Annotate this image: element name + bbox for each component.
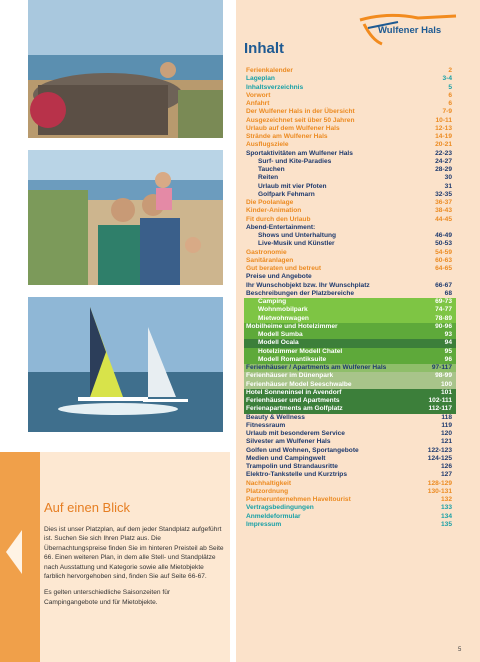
toc-entry-page: 74-77 — [435, 306, 452, 314]
toc-entry[interactable] — [244, 315, 456, 323]
toc-entry[interactable] — [244, 372, 456, 380]
photo-column — [0, 0, 230, 662]
info-box-title: Auf einen Blick — [44, 500, 130, 515]
toc-entry[interactable] — [244, 232, 456, 240]
toc-entry-page: 120 — [440, 430, 452, 437]
photo-beach-lounge — [28, 0, 223, 138]
toc-entry-page: 66-67 — [435, 281, 452, 289]
toc-entry-label: Fit durch den Urlaub — [246, 215, 311, 223]
toc-entry-page: 127 — [440, 471, 452, 479]
toc-entry-page: 100 — [440, 380, 452, 388]
toc-entry-label: Fitnessraum — [246, 421, 286, 429]
table-of-contents — [244, 67, 456, 529]
toc-entry-page: 6 — [448, 91, 452, 99]
toc-entry-page: 69-73 — [435, 298, 452, 305]
toc-entry-page: 93 — [444, 331, 452, 338]
toc-entry[interactable] — [244, 158, 456, 166]
toc-entry-page: 133 — [440, 504, 452, 512]
toc-entry[interactable] — [244, 447, 456, 455]
toc-entry[interactable] — [244, 125, 456, 133]
toc-entry-label: Vertragsbedingungen — [246, 504, 314, 512]
toc-entry[interactable] — [244, 92, 456, 100]
toc-entry-label: Abend-Entertainment: — [246, 223, 316, 231]
toc-entry-label: Nachhaltigkeit — [246, 479, 292, 487]
toc-entry[interactable] — [244, 199, 456, 207]
toc-entry[interactable] — [244, 471, 456, 479]
toc-entry-label: Partnerunternehmen Haveltourist — [246, 496, 351, 503]
toc-entry[interactable] — [244, 504, 456, 512]
toc-entry-page: 124-125 — [427, 454, 452, 462]
photo-windsurf — [28, 297, 223, 432]
info-paragraph-1: Dies ist unser Platzplan, auf dem jeder Standplatz aufgeführt ist. Suchen Sie sich Ihren Platz aus. Die Übernachtungspreise finden Sie im hinteren Preisteil ab Seite 66. Einen weiteren Plan, in dem alle Stell- und Standplätze nach Ausstattung und Kategorie sowie alle Mietobjekte farblich hervorgehoben sind, finden Sie auf Seite 66-67. — [44, 526, 224, 581]
toc-entry-page: 50-53 — [435, 240, 452, 248]
toc-entry[interactable] — [244, 141, 456, 149]
toc-entry-page: 20-21 — [435, 141, 452, 149]
toc-entry-label: Sanitäranlagen — [246, 256, 294, 264]
toc-entry-label: Ferienkalender — [246, 67, 293, 74]
toc-entry-page: 119 — [441, 421, 452, 429]
toc-entry-label: Mietwohnwagen — [258, 314, 309, 322]
toc-entry[interactable] — [244, 75, 456, 83]
toc-entry-label: Urlaub mit besonderem Service — [246, 430, 345, 437]
toc-entry[interactable] — [244, 521, 456, 529]
toc-entry-label: Ausgezeichnet seit über 50 Jahren — [246, 116, 355, 124]
toc-entry-label: Medien und Campingwelt — [246, 454, 326, 462]
toc-entry-label: Golfen und Wohnen, Sportangebote — [246, 446, 359, 454]
page-title: Inhalt — [244, 40, 284, 57]
toc-entry[interactable] — [244, 240, 456, 248]
toc-entry-label: Impressum — [246, 520, 282, 528]
toc-entry[interactable] — [244, 67, 456, 75]
toc-entry-page: 122-123 — [427, 446, 452, 454]
toc-entry[interactable] — [244, 265, 456, 273]
toc-entry-page: 64-65 — [435, 265, 452, 272]
toc-entry[interactable] — [244, 216, 456, 224]
toc-entry[interactable] — [244, 306, 456, 314]
toc-entry-label: Camping — [258, 298, 287, 305]
toc-entry-page: 36-37 — [435, 199, 452, 206]
toc-entry-page: 44-45 — [435, 215, 452, 223]
toc-entry-label: Modell Romantiksuite — [258, 355, 327, 363]
toc-entry-label: Preise und Angebote — [246, 273, 312, 281]
toc-entry[interactable] — [244, 183, 456, 191]
toc-entry[interactable] — [244, 282, 456, 290]
toc-entry-label: Ferienhäuser im Dünenpark — [246, 372, 334, 380]
toc-entry-page: 6 — [448, 100, 452, 107]
toc-entry-label: Ferienapartments am Golfplatz — [246, 405, 343, 413]
toc-entry[interactable] — [244, 174, 456, 182]
toc-entry-page: 96 — [444, 355, 452, 363]
toc-entry-label: Anmeldeformular — [246, 512, 301, 520]
toc-entry-label: Urlaub mit vier Pfoten — [258, 182, 327, 190]
toc-entry[interactable] — [244, 496, 456, 504]
toc-entry[interactable] — [244, 133, 456, 141]
toc-entry-page: 128-129 — [427, 479, 452, 487]
toc-entry-label: Silvester am Wulfener Hals — [246, 438, 331, 446]
toc-entry-label: Strände am Wulfener Hals — [246, 133, 328, 140]
toc-entry-page: 134 — [440, 512, 452, 520]
toc-entry[interactable] — [244, 298, 456, 306]
toc-entry-page: 102-111 — [428, 397, 452, 404]
toc-entry-label: Ihr Wunschobjekt bzw. Ihr Wunschplatz — [246, 281, 370, 289]
toc-entry-label: Lageplan — [246, 75, 275, 83]
toc-entry-label: Golfpark Fehmarn — [258, 190, 315, 198]
info-paragraph-2: Es gelten unterschiedliche Saisonzeiten für Campingangebote und für Mietobjekte. — [44, 589, 171, 606]
toc-entry-page: 112-117 — [428, 405, 452, 413]
toc-entry[interactable] — [244, 513, 456, 521]
toc-entry[interactable] — [244, 430, 456, 438]
toc-entry-label: Urlaub auf dem Wulfener Hals — [246, 124, 340, 132]
toc-entry-label: Der Wulfener Hals in der Übersicht — [246, 108, 355, 116]
toc-entry-page: 132 — [440, 496, 452, 503]
toc-entry[interactable] — [244, 249, 456, 257]
toc-entry[interactable] — [244, 364, 456, 372]
toc-entry-page: 32-35 — [435, 190, 452, 198]
toc-entry[interactable] — [244, 191, 456, 199]
toc-entry-label: Elektro-Tankstelle und Kurztrips — [246, 471, 347, 479]
toc-entry[interactable] — [244, 389, 456, 397]
toc-entry-page: 101 — [440, 388, 452, 396]
toc-entry-page: 22-23 — [435, 149, 452, 157]
toc-entry[interactable] — [244, 108, 456, 116]
toc-entry[interactable] — [244, 331, 456, 339]
toc-entry-page: 46-49 — [435, 232, 452, 239]
toc-entry-label: Vorwort — [246, 91, 271, 99]
toc-entry-page: 121 — [440, 438, 452, 446]
toc-entry-page: 130-131 — [427, 487, 452, 495]
toc-entry[interactable] — [244, 224, 456, 232]
page-number: 5 — [458, 647, 462, 653]
toc-entry[interactable] — [244, 339, 456, 347]
toc-entry-page: 68 — [444, 289, 452, 297]
toc-entry-label: Inhaltsverzeichnis — [246, 83, 304, 91]
toc-entry-label: Tauchen — [258, 166, 285, 173]
toc-entry-label: Beschreibungen der Platzbereiche — [246, 289, 355, 297]
toc-entry-page: 97-117 — [431, 364, 452, 371]
toc-entry-label: Ausflugsziele — [246, 141, 289, 149]
toc-entry[interactable] — [244, 422, 456, 430]
toc-entry-page: 95 — [444, 347, 452, 355]
toc-entry-page: 10-11 — [435, 116, 452, 124]
toc-entry-page: 126 — [440, 463, 452, 470]
toc-entry-label: Beauty & Wellness — [246, 413, 305, 421]
toc-entry-label: Trampolin und Strandausritte — [246, 463, 338, 470]
toc-entry[interactable] — [244, 455, 456, 463]
toc-entry[interactable] — [244, 84, 456, 92]
toc-entry[interactable] — [244, 438, 456, 446]
toc-entry-page: 14-19 — [435, 133, 452, 140]
toc-entry[interactable] — [244, 290, 456, 298]
toc-entry[interactable] — [244, 414, 456, 422]
toc-entry[interactable] — [244, 463, 456, 471]
toc-entry[interactable] — [244, 480, 456, 488]
toc-entry-label: Anfahrt — [246, 100, 270, 107]
toc-entry[interactable] — [244, 207, 456, 215]
toc-entry-label: Kinder-Animation — [246, 207, 302, 215]
toc-entry[interactable] — [244, 257, 456, 265]
toc-entry-label: Modell Ocala — [258, 339, 299, 347]
toc-entry-page: 78-89 — [435, 314, 452, 322]
toc-entry-label: Gastronomie — [246, 248, 287, 256]
toc-entry-label: Die Poolanlage — [246, 199, 294, 206]
toc-entry-page: 60-63 — [435, 256, 452, 264]
toc-entry-page: 31 — [444, 182, 452, 190]
toc-entry-label: Ferienhäuser Model Seeschwalbe — [246, 380, 352, 388]
toc-entry[interactable] — [244, 348, 456, 356]
toc-entry-page: 38-43 — [435, 207, 452, 215]
toc-entry-label: Hotelzimmer Modell Chatel — [258, 347, 343, 355]
arrow-left-icon — [6, 530, 22, 574]
photo-family — [28, 150, 223, 285]
toc-entry-page: 3-4 — [442, 75, 452, 83]
toc-entry-label: Gut beraten und betreut — [246, 265, 322, 272]
brand-name: Wulfener Hals — [378, 25, 442, 36]
toc-entry[interactable] — [244, 273, 456, 281]
info-box-text — [44, 525, 224, 614]
toc-entry[interactable] — [244, 381, 456, 389]
toc-entry-page: 90-96 — [435, 322, 452, 330]
toc-entry-label: Surf- und Kite-Paradies — [258, 157, 332, 165]
toc-entry-page: 98-99 — [435, 372, 452, 380]
toc-entry-label: Shows und Unterhaltung — [258, 232, 337, 239]
toc-entry[interactable] — [244, 117, 456, 125]
toc-entry-page: 28-29 — [435, 166, 452, 173]
toc-entry-page: 54-59 — [435, 248, 452, 256]
toc-entry-label: Ferienhäuser und Apartments — [246, 397, 340, 404]
toc-entry[interactable] — [244, 356, 456, 364]
toc-entry[interactable] — [244, 397, 456, 405]
toc-entry[interactable] — [244, 323, 456, 331]
toc-entry-label: Reiten — [258, 174, 279, 182]
toc-entry-page: 30 — [444, 174, 452, 182]
toc-entry[interactable] — [244, 405, 456, 413]
toc-entry-label: Ferienhäuser / Apartments am Wulfener Hals — [246, 364, 387, 371]
toc-entry-page: 118 — [441, 413, 452, 421]
toc-entry-label: Hotel Sonneninsel in Avendorf — [246, 388, 342, 396]
toc-entry-page: 5 — [448, 83, 452, 91]
toc-entry[interactable] — [244, 100, 456, 108]
toc-entry-label: Wohnmobilpark — [258, 306, 308, 314]
toc-entry-page: 94 — [444, 339, 452, 347]
toc-entry-page: 135 — [440, 520, 452, 528]
toc-entry-label: Modell Sumba — [258, 331, 303, 338]
toc-entry-page: 24-27 — [435, 157, 452, 165]
toc-entry-label: Mobilheime und Hotelzimmer — [246, 322, 338, 330]
toc-entry-label: Platzordnung — [246, 487, 289, 495]
toc-entry-label: Sportaktivitäten am Wulfener Hals — [246, 149, 353, 157]
toc-entry[interactable] — [244, 150, 456, 158]
toc-entry-page: 7-9 — [442, 108, 452, 116]
toc-entry[interactable] — [244, 166, 456, 174]
toc-entry[interactable] — [244, 488, 456, 496]
toc-entry-page: 2 — [448, 67, 452, 74]
toc-entry-label: Live-Musik und Künstler — [258, 240, 335, 248]
toc-entry-page: 12-13 — [435, 124, 452, 132]
